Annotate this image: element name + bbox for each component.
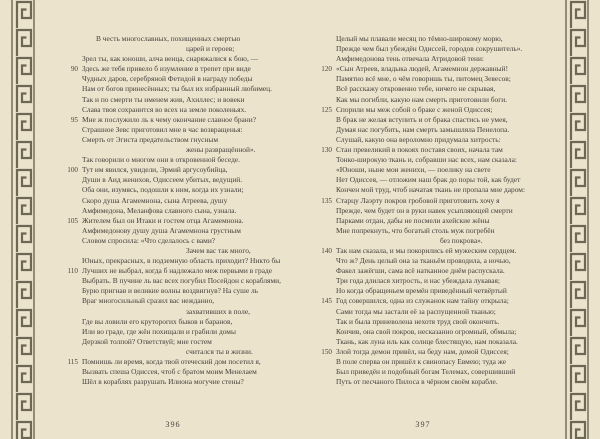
verse-text: В честь многославных, похищенных смертью	[96, 34, 241, 43]
verse-line	[336, 34, 550, 44]
verse-text: Стан превеликий в покоях поставя своих, начала там	[336, 145, 503, 155]
verse-line	[336, 276, 550, 286]
verse-line	[82, 34, 296, 44]
verse-text: Жителем был он Итаки и гостем отца Агамемнона.	[82, 215, 244, 225]
verse-line	[336, 135, 550, 145]
verse-line	[336, 236, 550, 246]
verse-line	[82, 317, 296, 327]
verse-line	[336, 95, 550, 105]
verse-line	[82, 286, 296, 296]
verse-line	[321, 104, 550, 115]
verse-line	[336, 367, 550, 377]
verse-line	[67, 165, 296, 175]
verse-text: Словом спросила: «Что сделалось с вами?	[82, 235, 216, 245]
page-number: 396	[165, 420, 181, 429]
line-number: 135	[321, 196, 332, 205]
verse-line	[336, 54, 550, 64]
verse-text: Целый мы плавали месяц по тёмно-широкому морю,	[336, 34, 503, 43]
verse-text: Скоро душа Агамемнона, сына Атреева, душу	[82, 195, 228, 205]
verse-line	[321, 195, 550, 206]
verse-text: Амфимедонову душу душа Агамемнона грустным	[82, 225, 241, 235]
verse-text: Но когда обращеньем времён приведённый четвёртый	[336, 286, 507, 296]
verse-line	[336, 206, 550, 216]
verse-text: Злой тогда демон привёл, на беду нам, домой Одиссея;	[336, 346, 509, 356]
verse-text: Кончен мой труд, чтоб начатая ткань не пропала мне даром:	[336, 185, 526, 195]
verse-text: Так нам сказала, и мы покорились ей мужеским сердцем.	[336, 245, 517, 255]
verse-line	[82, 206, 296, 216]
verse-line	[321, 346, 550, 357]
verse-text: Нет Одиссея, — отложим наш брак до поры той, как будет	[336, 175, 521, 185]
line-number: 100	[67, 166, 78, 175]
line-number: 105	[67, 216, 78, 225]
verse-line	[336, 256, 550, 266]
verse-line	[336, 175, 550, 185]
verse-line	[82, 74, 296, 84]
verse-text: Нам от богов принесённых; ты был их избранный любимец.	[82, 84, 272, 94]
verse-text: Кончив, она свой покров, несказанно огромный, обмыла;	[336, 326, 517, 336]
verse-text: Дерзкой толпой? Ответствуй; мне гостем	[82, 336, 212, 346]
verse-text: Прежде, чем будет он в руки навек усыпляющей смерти	[336, 205, 513, 215]
verse-text: Слава твоя сохранится во всех на земле поколеньях.	[82, 104, 247, 114]
verse-line	[336, 377, 550, 387]
verse-text: Выбрать. В пучине ль вас всех погубил Посейдон с кораблями,	[82, 276, 281, 286]
verse-lines	[321, 34, 550, 387]
verse-line	[82, 256, 296, 266]
verse-line	[336, 337, 550, 347]
verse-text: царей и героев;	[186, 44, 235, 54]
verse-line	[67, 266, 296, 276]
verse-line	[336, 286, 550, 296]
verse-lines	[67, 34, 296, 387]
verse-text: Всё расскажу откровенно тебе, ничего не скрывая,	[336, 84, 496, 94]
page-right	[296, 34, 550, 439]
verse-text: Три года длилася хитрость, и нас убеждала лукавая;	[336, 276, 500, 286]
verse-line	[336, 84, 550, 94]
line-number: 125	[321, 105, 332, 114]
verse-line	[321, 245, 550, 256]
verse-text: «Сын Атреев, владыка людей, Агамемнон державный!	[336, 64, 509, 74]
verse-text: Шёл в кораблях разрушать Илиона могучие стены?	[82, 377, 244, 387]
verse-text: Так и по смерти ты именем жив, Ахиллес; и вовеки	[82, 94, 245, 104]
verse-text: Так говорили о многом они в откровенной беседе.	[82, 155, 240, 165]
verse-text: Или во граде, где жён похищали и грабили домы	[82, 326, 236, 336]
verse-text: Год совершился, одна из служанок нам тайну открыла;	[336, 296, 509, 306]
line-number: 145	[321, 297, 332, 306]
greek-key-border	[10, 0, 36, 439]
verse-line	[82, 327, 296, 337]
verse-text: жены развращённой».	[186, 145, 256, 155]
verse-text: Что ж? День целый она за тканьём проводила, а ночью,	[336, 256, 511, 266]
verse-text: Мне попрекнуть, что богатый столь муж погребён	[336, 225, 495, 235]
verse-text: «Юноши, ныне мои женихи, — поелику на свете	[336, 165, 491, 175]
verse-line	[82, 377, 296, 387]
verse-line	[321, 296, 550, 306]
verse-line	[336, 74, 550, 84]
page-left	[50, 34, 296, 439]
verse-line	[336, 44, 550, 54]
verse-text: Сами тогда мы застали её за распущенной тканью;	[336, 306, 496, 316]
verse-line	[82, 125, 296, 135]
verse-line	[82, 155, 296, 165]
verse-line	[336, 155, 550, 165]
verse-line	[82, 95, 296, 105]
verse-line	[336, 216, 550, 226]
verse-text: Души в Аид женихов, Одиссеем убитых, ведущий.	[82, 175, 243, 185]
verse-text: Бурю пригнав и великие волны воздвигнув? На суше ль	[82, 286, 259, 296]
line-number: 120	[321, 65, 332, 74]
verse-line	[82, 296, 296, 306]
verse-line	[82, 175, 296, 185]
verse-text: Здесь же тебя привело б изумление в трепет при виде	[82, 64, 251, 74]
book-pages	[50, 34, 550, 439]
verse-line	[82, 84, 296, 94]
verse-text: Факел зажёгши, сама всё натканное днём распускала.	[336, 266, 505, 276]
verse-text: В поле сперва он пришёл к свинопасу Евмею; туда же	[336, 357, 507, 366]
line-number: 130	[321, 146, 332, 155]
verse-line	[82, 246, 296, 256]
verse-text: захвативших в поле,	[186, 306, 250, 316]
verse-text: Враг многосильный сразил вас нежданно,	[82, 296, 215, 306]
verse-line	[82, 367, 296, 377]
verse-line	[82, 196, 296, 206]
verse-text: Думая нас погубить, нам смерть замышляла Пенелопа.	[336, 124, 510, 134]
verse-text: Чудных даров, серебряной Фетидой в награду победы	[82, 74, 253, 84]
verse-line	[82, 307, 296, 317]
verse-text: Путь от песчаного Пилоса в чёрном своём корабле.	[336, 377, 498, 387]
verse-line	[82, 105, 296, 115]
greek-key-border	[564, 0, 590, 439]
verse-line	[336, 165, 550, 175]
verse-line	[82, 54, 296, 64]
page-number: 397	[415, 420, 431, 429]
verse-line	[336, 266, 550, 276]
verse-text: Как мы погибли, какую нам смерть приготовили боги.	[336, 94, 508, 104]
verse-text: Спорили мы меж собой о браке с женой Одиссея;	[336, 104, 493, 114]
verse-line	[336, 185, 550, 195]
verse-text: Памятно всё мне, о чём говоришь ты, питомец Зевесов;	[336, 74, 511, 84]
verse-text: Старцу Лаэрту покров гробовой приготовить хочу я	[336, 195, 500, 205]
verse-text: Мне ж послужило ль к чему окончание славное брани?	[82, 114, 256, 124]
verse-line	[82, 276, 296, 286]
verse-text: Прежде чем был убеждён Одиссей, городов сокрушитель».	[336, 44, 523, 54]
verse-line	[82, 236, 296, 246]
verse-text: Оба они, изумясь, подошли к ним, когда их узнали;	[82, 185, 244, 195]
verse-text: считался ты в жизни.	[186, 346, 253, 356]
verse-line	[82, 145, 296, 155]
verse-line	[82, 44, 296, 54]
line-number: 90	[70, 65, 78, 74]
verse-text: Зачем вас так много,	[186, 245, 251, 255]
line-number: 115	[67, 358, 78, 366]
line-number: 140	[321, 246, 332, 255]
verse-text: Лучших не выбрал, когда б надлежало меж первыми в граде	[82, 266, 273, 276]
verse-text: Так и была приневолена нехотя труд свой окончить.	[336, 316, 500, 326]
verse-text: Слушай, какую она вероломно придумала хитрость:	[336, 134, 501, 144]
verse-line	[336, 317, 550, 327]
verse-line	[336, 327, 550, 337]
verse-text: Был приведён и подобный богам Телемах, совершивший	[336, 367, 516, 377]
verse-text: Тут им явился, увидели, Эрмий аргусоубийца,	[82, 165, 228, 175]
verse-text: Ткань, как луна иль как солнце блестящую, нам показала.	[336, 336, 518, 346]
verse-text: Амфимедонова тень отвечала Атридовой тени:	[336, 54, 484, 64]
verse-line	[70, 64, 296, 74]
verse-text: Смерть от Эгиста предательством гнусным	[82, 134, 219, 144]
verse-line	[336, 226, 550, 236]
verse-line	[336, 115, 550, 125]
verse-line	[321, 145, 550, 155]
verse-line	[82, 337, 296, 347]
line-number: 110	[67, 267, 78, 276]
line-number: 95	[70, 115, 78, 124]
verse-text: Страшное Зевс приготовил мне в час возвращенья:	[82, 124, 243, 134]
verse-line	[336, 125, 550, 135]
verse-line	[321, 64, 550, 74]
verse-text: Амфимедона, Меланфова славного сына, узнала.	[82, 205, 237, 215]
verse-line	[336, 307, 550, 317]
verse-text: Вызвать спеша Одиссея, чтоб с братом моим Менелаем	[82, 367, 257, 377]
verse-text: Где вы ловили его круторогих быков и баранов,	[82, 316, 233, 326]
verse-text: Юных, прекрасных, в подземную область приходит? Никто бы	[82, 256, 281, 266]
line-number: 150	[321, 347, 332, 356]
verse-line	[82, 135, 296, 145]
verse-text: В брак не желая вступить и от брака спастись не умея,	[336, 114, 508, 124]
verse-line	[82, 347, 296, 357]
verse-line	[67, 357, 296, 367]
verse-line	[67, 215, 296, 226]
verse-text: Тонко-широкую ткань и, собравши нас всех, нам сказала:	[336, 155, 517, 165]
verse-line	[82, 185, 296, 195]
verse-text: без покрова».	[440, 235, 483, 245]
verse-text: Парками отдан, дабы не посмели ахейские жёны	[336, 215, 490, 225]
verse-line	[82, 226, 296, 236]
verse-line	[70, 114, 296, 125]
verse-text: Зрел ты, как юноши, алча венца, снаряжалися к бою, —	[82, 54, 259, 64]
verse-line	[336, 357, 550, 367]
verse-text: Помнишь ли время, когда твой отеческий дом посетил я,	[82, 357, 261, 366]
